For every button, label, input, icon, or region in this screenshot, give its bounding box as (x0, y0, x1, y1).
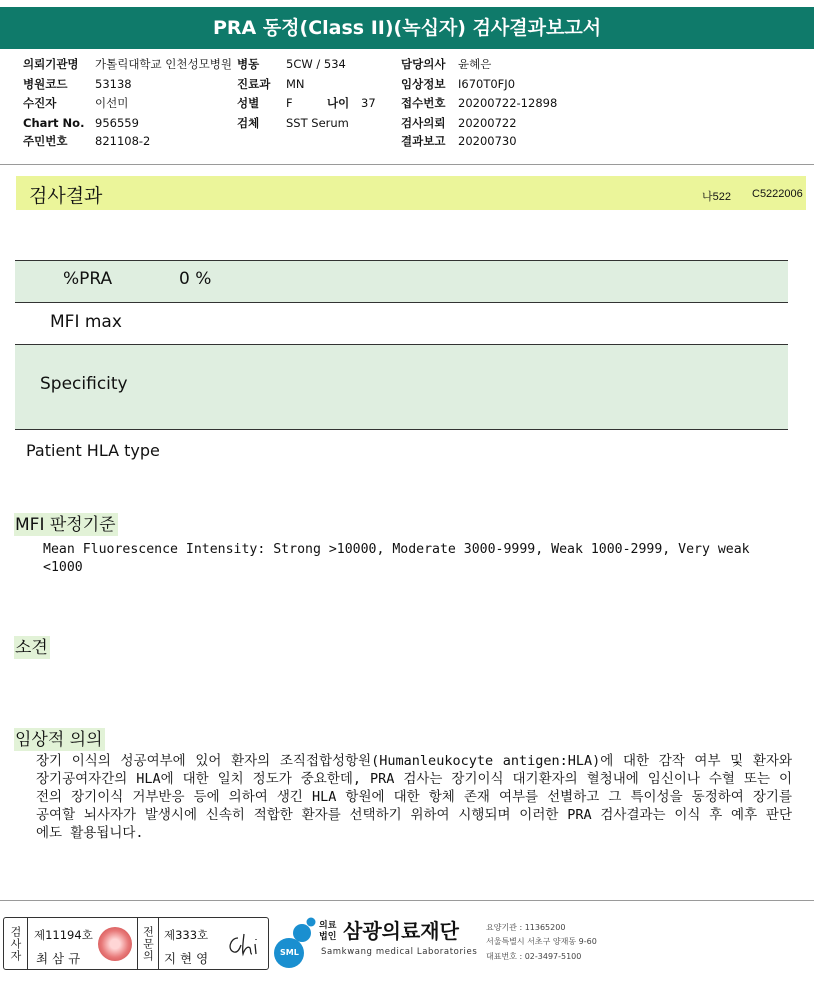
doctor-value: 윤혜은 (458, 57, 492, 71)
sml-logo-icon (272, 917, 318, 971)
opinion-heading: 소견 (15, 638, 48, 658)
chart-value: 956559 (95, 116, 139, 130)
resident-value: 821108-2 (95, 134, 151, 148)
reviewer-label: 전문의 (137, 918, 159, 969)
clinical-meaning-heading: 임상적 의의 (15, 730, 103, 750)
result-code-1: 나522 (702, 191, 731, 203)
ward-value: 5CW / 534 (286, 57, 346, 71)
hospital-code-value: 53138 (95, 77, 132, 91)
phone: 대표번호 : 02-3497-5100 (486, 952, 582, 961)
reviewer-number: 제333호 (164, 928, 209, 942)
specificity-row (15, 345, 788, 429)
clinical-value: I670T0FJ0 (458, 77, 516, 91)
sex-value: F (286, 96, 293, 110)
patient-hla-label: Patient HLA type (26, 441, 160, 460)
report-title: PRA 동정(Class II)(녹십자) 검사결과보고서 (0, 7, 814, 49)
result-bar (16, 176, 806, 210)
footer-divider (0, 900, 814, 901)
org-english: Samkwang medical Laboratories (321, 947, 478, 957)
institution-value: 가톨릭대학교 인천성모병원 (95, 57, 232, 71)
clinical-meaning-text: 장기 이식의 성공여부에 있어 환자의 조직접합성항원(Humanleukocyte antigen:HLA)에 대한 감작 여부 및 환자와 장기공여자간의 HLA에 대한 일치 정도가 중요한데, PRA 검사는 장기이식 대기환자의 혈청내에 임신이나 수혈 또는 이전의 장기이식 거부반응 등에 의하여 생긴 HLA 항원에 대한 항체 존재 여부를 선별하고 그 특이성을 동정하여 장기를 공여할 뇌사자가 발생시에 신속히 적합한 환자를 선택하기 위하여 시행되며 이러한 PRA 검사결과는 이식 후 예후 판단에도 활용됩니다. (36, 753, 792, 841)
result-code-2: C5222006 (752, 188, 803, 200)
header-divider (0, 164, 814, 165)
logo-abbr: SML (280, 948, 299, 957)
table-line (15, 260, 788, 261)
specimen-label: 검체 (237, 116, 260, 130)
reviewer-name: 지 현 영 (164, 951, 209, 966)
pra-label: %PRA (63, 269, 113, 289)
clinical-label: 임상정보 (401, 77, 446, 91)
table-line (15, 302, 788, 303)
pra-value: 0 % (179, 269, 212, 289)
chart-label: Chart No. (23, 116, 85, 130)
reviewer-signature-icon (224, 932, 264, 960)
org-prefix-bottom: 법인 (319, 932, 337, 942)
mfi-max-label: MFI max (50, 312, 122, 332)
mfi-criteria-line-2: <1000 (43, 560, 83, 575)
dept-label: 진료과 (237, 77, 271, 91)
report-date-label: 결과보고 (401, 134, 446, 148)
dept-value: MN (286, 77, 305, 91)
mfi-criteria-line-1: Mean Fluorescence Intensity: Strong >10000, Moderate 3000-9999, Weak 1000-2999, Very weak (43, 542, 750, 557)
request-label: 검사의뢰 (401, 116, 446, 130)
examiner-name: 최 삼 규 (36, 951, 81, 966)
examinee-label: 수진자 (23, 96, 57, 110)
address: 서울특별시 서초구 양재동 9-60 (486, 937, 597, 946)
mfi-criteria-heading: MFI 판정기준 (15, 515, 116, 535)
doctor-label: 담당의사 (401, 57, 446, 71)
age-label: 나이 (327, 96, 350, 110)
examiner-seal-icon (98, 927, 132, 961)
age-value: 37 (361, 96, 376, 110)
ward-label: 병동 (237, 57, 260, 71)
receipt-value: 20200722-12898 (458, 96, 558, 110)
org-prefix-top: 의료 (319, 921, 337, 931)
receipt-label: 접수번호 (401, 96, 446, 110)
examiner-number: 제11194호 (34, 928, 93, 942)
hospital-code-label: 병원코드 (23, 77, 68, 91)
table-line (15, 429, 788, 430)
resident-label: 주민번호 (23, 134, 68, 148)
sex-label: 성별 (237, 96, 260, 110)
institution-label: 의뢰기관명 (23, 57, 79, 71)
pra-row (15, 261, 788, 302)
examinee-value: 이선미 (95, 96, 129, 110)
report-date-value: 20200730 (458, 134, 517, 148)
specimen-value: SST Serum (286, 116, 349, 130)
signature-box (3, 917, 269, 970)
examiner-label: 검사자 (4, 918, 28, 969)
result-title: 검사결과 (29, 185, 103, 207)
care-number: 요양기관 : 11365200 (486, 923, 566, 932)
specificity-label: Specificity (40, 374, 128, 394)
org-name: 삼광의료재단 (343, 919, 459, 943)
request-value: 20200722 (458, 116, 517, 130)
